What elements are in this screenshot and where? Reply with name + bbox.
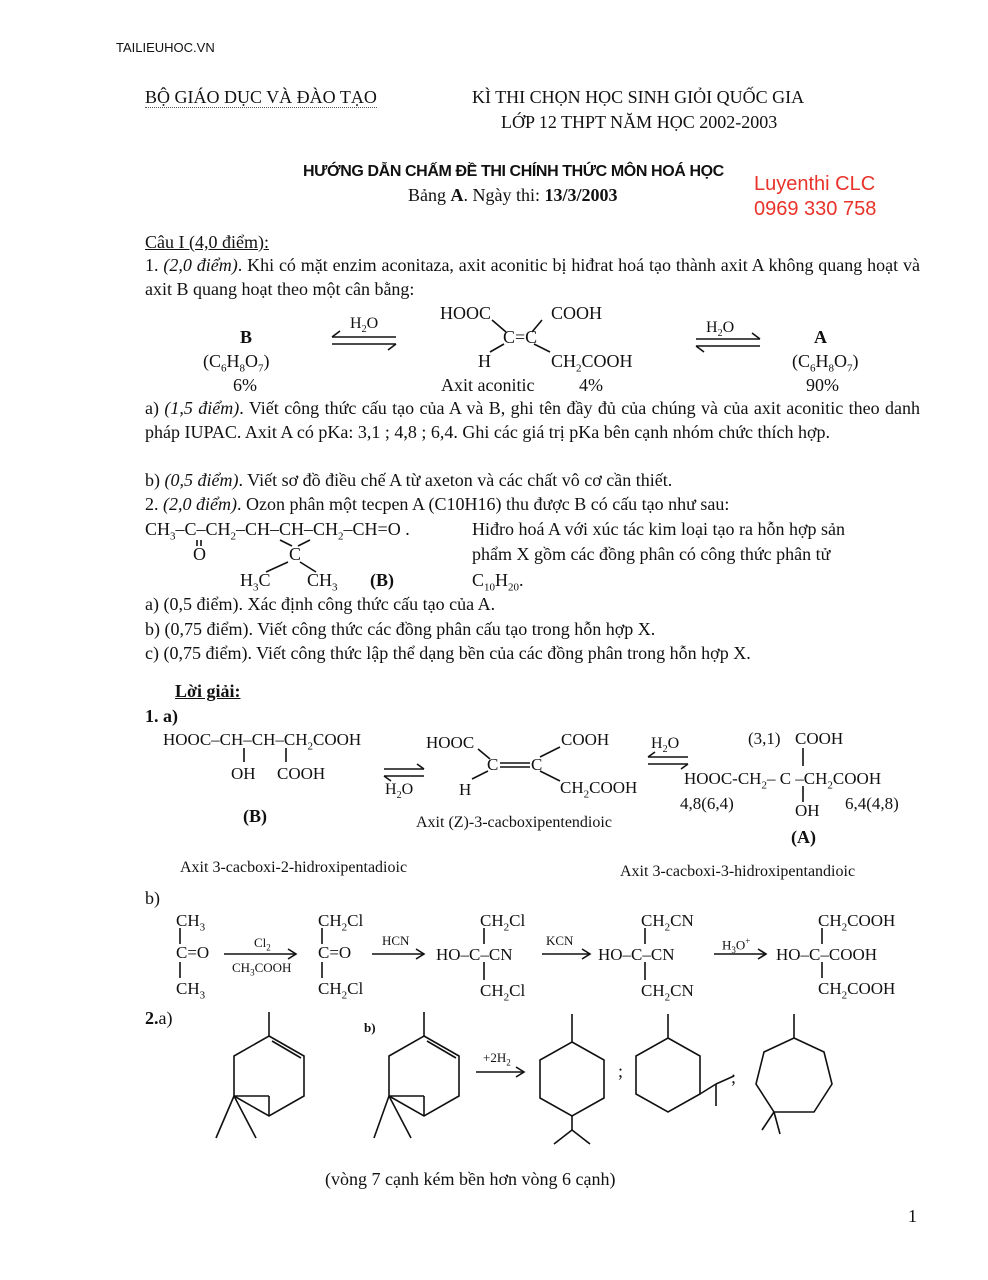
ring-stability-note: (vòng 7 cạnh kém bền hơn vòng 6 cạnh) [325, 1169, 616, 1189]
solution-2b-label: b) [364, 1020, 376, 1035]
eq-left-arrows [330, 334, 400, 348]
q1-2c-body: (0,75 điểm). Viết công thức lập thể dạng bền của các đồng phân trong hỗn hợp X. [163, 643, 751, 663]
sol-aco-h: H [459, 780, 472, 799]
document-title: HƯỚNG DẪN CHẤM ĐỀ THI CHÍNH THỨC MÔN HOÁ HỌC [303, 163, 724, 180]
ministry-label: BỘ GIÁO DỤC VÀ ĐÀO TẠO [145, 87, 377, 107]
sol-aco-c1: C [487, 755, 499, 774]
q1-p1-body: . Khi có mặt enzim aconitaza, axit aconitic bị hiđrat hoá tạo thành axit A không quang hoạt và axit B quang hoạt theo một cân bằng: [145, 255, 921, 299]
syn-cyan2-ch2cn-bottom: $CH_2CN$ [641, 981, 694, 1004]
sol-aco-name: Axit (Z)-3-cacboxipentendioic [416, 814, 612, 831]
syn-acetone-ch3-bottom: $CH_3$ [176, 979, 206, 1002]
eq-right-arrows [694, 336, 764, 350]
ministry-name [145, 86, 377, 108]
syn-ch3cooh: $CH_3COOH$ [232, 960, 292, 978]
eq-aco-cooh: COOH [551, 303, 603, 323]
eq-left-h2o: $H_2O$ [350, 315, 379, 336]
q1-p2-points: (2,0 điểm) [163, 494, 237, 514]
syn-acetone-bonds [176, 926, 190, 982]
sol-A-pk-right: 6,4(4,8) [845, 794, 899, 813]
syn-cl2: $Cl_2$ [254, 935, 271, 953]
syn-final-top: $CH_2COOH$ [818, 911, 896, 934]
syn-arrow4 [712, 950, 772, 960]
syn-arrow2 [370, 950, 430, 960]
eq-A-label: A [814, 327, 827, 347]
eq-aco-cc: C=C [503, 327, 538, 347]
eq-B-percent: 6% [233, 375, 257, 395]
q1-2a-text: a) (0,5 điểm). Xác định công thức cấu tạo của A. [145, 594, 496, 614]
q1-p2-side1: Hiđro hoá A với xúc tác kim loại tạo ra hỗn hợp sản [472, 519, 845, 539]
cycloheptane-structure [748, 1012, 848, 1142]
stamp-line2: 0969 330 758 [754, 198, 877, 220]
q1-b-body: . Viết sơ đồ điều chế A từ axeton và các chất vô cơ cần thiết. [238, 470, 673, 490]
sol-B-oh: OH [231, 764, 256, 783]
q1-p1-num: 1. [145, 255, 159, 275]
solution-2a-label: 2.a) [145, 1008, 173, 1028]
q1-a-points: (1,5 điểm) [164, 398, 240, 418]
syn-dcl-ch2cl-top: $CH_2Cl$ [318, 911, 364, 934]
q1-2b-text: b) (0,75 điểm). Viết công thức các đồng phân cấu tạo trong hỗn hợp X. [145, 619, 656, 639]
separator-2: ; [731, 1067, 737, 1087]
sol-B-label: (B) [243, 806, 267, 826]
sol-A-label: (A) [791, 827, 816, 847]
eq-aco-hooc: HOOC [440, 303, 492, 323]
syn-cyan1-ch2cl-top: $CH_2Cl$ [480, 911, 526, 934]
document-subtitle [408, 184, 618, 206]
syn-arrow3 [540, 950, 596, 960]
p-menthane-structure [530, 1012, 620, 1152]
eq-aco-h: H [478, 351, 491, 371]
b-h3c: $H_3C$ [240, 570, 271, 594]
syn-cyan2-bonds [641, 926, 655, 984]
q1-a-body: . Viết công thức cấu tạo của A và B, ghi tên đầy đủ của chúng và của axit aconitic theo danh pháp IUPAC. Axit A có pKa: 3,1 ; 4,8 ; 6,4. Ghi các giá trị pKa bên cạnh nhóm chức thích hợp. [145, 398, 921, 442]
syn-hcn: HCN [382, 933, 410, 948]
sol-A-cooh: COOH [795, 729, 844, 748]
syn-cyan1-center: HO–C–CN [436, 945, 513, 964]
q1-a-text: a) (1,5 điểm). Viết công thức cấu tạo của A và B, ghi tên đầy đủ của chúng và của axit aconitic theo danh pháp IUPAC. Axit A có pKa: 3,1 ; 4,8 ; 6,4. Ghi các giá trị pKa bên cạnh nhóm chức thích hợp. [145, 398, 921, 442]
exam-title-line2: LỚP 12 THPT NĂM HỌC 2002-2003 [501, 112, 778, 132]
syn-cyan2-ch2cn-top: $CH_2CN$ [641, 911, 694, 934]
sol-A-pk1: (3,1) [748, 729, 781, 748]
q1-b-points: (0,5 điểm) [164, 470, 239, 490]
syn-acetone-ch3-top: $CH_3$ [176, 911, 206, 934]
sol-A-oh: OH [795, 801, 820, 820]
solution-1b-label: b) [145, 888, 160, 908]
solution-heading: Lời giải: [175, 681, 241, 701]
eq-B-label: B [240, 327, 253, 347]
sol-B-bonds [236, 748, 296, 764]
sol-aco-ch2cooh: $CH_2COOH$ [560, 778, 638, 801]
m-menthane-structure [630, 1012, 740, 1122]
q1-part1-text [145, 253, 920, 301]
eq-right-h2o: $H_2O$ [706, 319, 735, 340]
b-bonds [180, 532, 350, 576]
sol-left-h2o: $H_2O$ [385, 781, 414, 802]
watermark: TAILIEUHOC.VN [116, 40, 215, 55]
eq-aco-name: Axit aconitic [441, 375, 535, 395]
syn-h3o: $H_3O^+$ [722, 936, 751, 955]
eq-aco-bonds [480, 318, 560, 358]
eq-aco-ch2cooh: $CH_2COOH$ [551, 351, 633, 375]
sol-aco-bonds [460, 745, 570, 785]
carene-structure-b [380, 1010, 500, 1150]
subtitle-bang: A [450, 185, 464, 205]
sol-A-pk-left: 4,8(6,4) [680, 794, 734, 813]
q1-p2-num: 2. [145, 494, 159, 514]
q1-2c-text: c) (0,75 điểm). Viết công thức lập thể dạng bền của các đồng phân trong hỗn hợp X. [145, 643, 751, 663]
b-oxygen: O [193, 544, 206, 564]
b-label: (B) [370, 570, 394, 590]
q1-p2-body: . Ozon phân một tecpen A (C10H16) thu được B có cấu tạo như sau: [236, 494, 730, 514]
sol-aco-cooh: COOH [561, 730, 610, 749]
q1-part2-text [145, 492, 920, 516]
syn-dcl-bonds [318, 926, 332, 982]
sol-B-cooh: COOH [277, 764, 326, 783]
solution-1a-label: 1. a) [145, 706, 178, 726]
subtitle-mid: . Ngày thi: [463, 185, 545, 205]
hydrogenation-arrow [474, 1068, 530, 1078]
syn-acetone-co: C=O [176, 943, 210, 962]
eq-B-formula: $(C_6H_8O_7)$ [203, 351, 270, 375]
eq-aco-percent: 4% [579, 375, 603, 395]
sol-aco-hooc: HOOC [426, 733, 475, 752]
sol-B-chain: HOOC–$CH-CH-CH_2COOH$ [163, 730, 362, 753]
question-heading [145, 231, 269, 253]
sol-right-arrows [646, 754, 692, 768]
exam-title-line1: KÌ THI CHỌN HỌC SINH GIỎI QUỐC GIA [472, 87, 805, 107]
syn-dcl-ch2cl-bottom: $CH_2Cl$ [318, 979, 364, 1002]
syn-dcl-co: C=O [318, 943, 352, 962]
subtitle-prefix: Bảng [408, 185, 451, 205]
b-ch3: $CH_3$ [307, 570, 338, 594]
b-chain: $CH_3-C-CH_2-CH-CH-CH_2-CH=O$ . [145, 519, 410, 543]
sol-left-arrows [382, 766, 428, 780]
sol-right-h2o: $H_2O$ [651, 735, 680, 756]
syn-cyan1-ch2cl-bottom: $CH_2Cl$ [480, 981, 526, 1004]
carene-structure-a [212, 1010, 332, 1150]
subtitle-date: 13/3/2003 [544, 185, 618, 205]
sol-A-bonds [795, 748, 815, 804]
syn-cyan1-bonds [480, 926, 494, 984]
syn-kcn: KCN [546, 933, 574, 948]
q1-b-text: b) (0,5 điểm). Viết sơ đồ điều chế A từ axeton và các chất vô cơ cần thiết. [145, 470, 673, 490]
syn-final-bonds [818, 926, 832, 984]
syn-final-bottom: $CH_2COOH$ [818, 979, 896, 1002]
sol-A-name: Axit 3-cacboxi-3-hidroxipentandioic [620, 863, 856, 880]
q1-2a-body: (0,5 điểm). Xác định công thức cấu tạo của A. [163, 594, 496, 614]
q1-p2-side3: $C_{10}H_{20}$. [472, 570, 524, 594]
q1-p2-side2: phẩm X gồm các đồng phân có công thức phân tử [472, 544, 831, 564]
syn-cyan2-center: HO–C–CN [598, 945, 675, 964]
syn-arrow1 [222, 950, 302, 960]
eq-A-percent: 90% [806, 375, 839, 395]
question-heading-text: Câu I (4,0 điểm): [145, 232, 269, 252]
eq-A-formula: $(C_6H_8O_7)$ [792, 351, 859, 375]
page-number: 1 [908, 1206, 917, 1226]
b-quaternary-c: C [289, 544, 302, 564]
hydrogenation-label: $+2H_2$ [483, 1050, 511, 1068]
sol-A-chain: HOOC-$CH_2-$ C $-CH_2COOH$ [684, 769, 882, 792]
q1-p1-points: (2,0 điểm) [163, 255, 238, 275]
sol-aco-c2: C [531, 755, 543, 774]
separator-1: ; [618, 1061, 624, 1081]
stamp-line1: Luyenthi CLC [754, 173, 876, 195]
syn-final-center: HO–C–COOH [776, 945, 878, 964]
sol-B-name: Axit 3-cacboxi-2-hidroxipentadioic [180, 859, 408, 876]
q1-2b-body: (0,75 điểm). Viết công thức các đồng phân cấu tạo trong hỗn hợp X. [164, 619, 656, 639]
